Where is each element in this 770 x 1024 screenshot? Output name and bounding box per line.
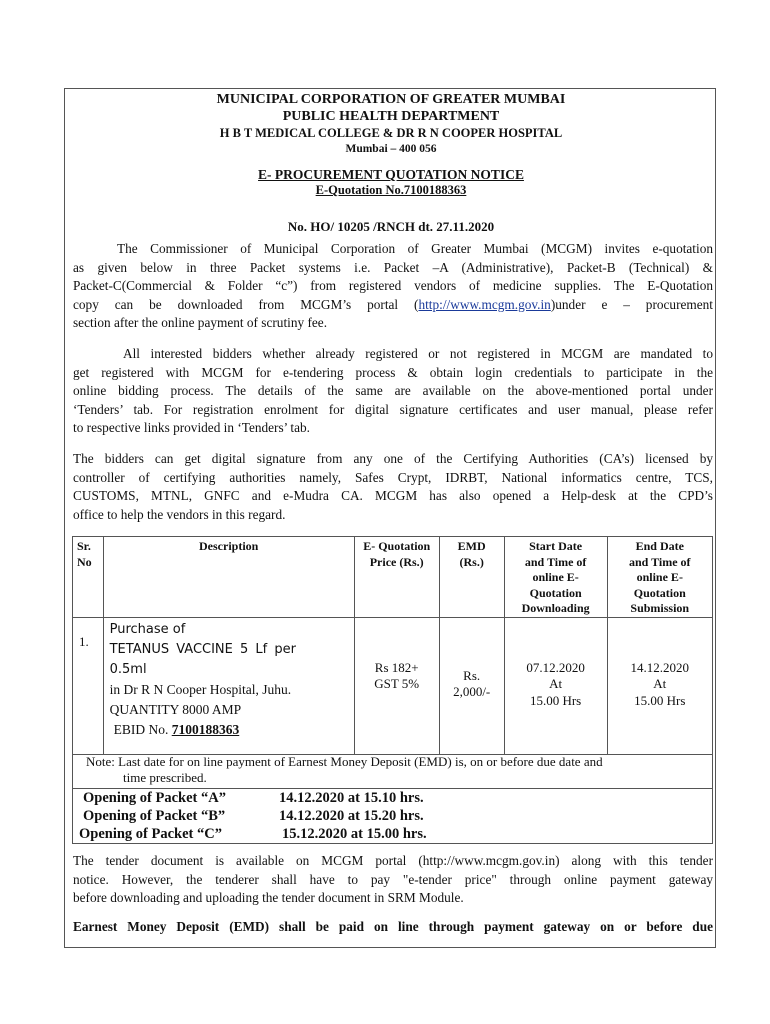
org-title: MUNICIPAL CORPORATION OF GREATER MUMBAI xyxy=(216,92,566,107)
cell-text: TETANUS VACCINE 5 Lf per xyxy=(109,641,296,657)
cell-text: Rs. xyxy=(463,667,481,683)
header-text: (Rs.) xyxy=(459,554,484,569)
cell-text: 15.00 Hrs xyxy=(634,692,686,708)
packet-label: Opening of Packet “A” xyxy=(83,790,226,806)
cell-emd xyxy=(439,617,504,754)
header-text: E- Quotation xyxy=(363,539,431,553)
header-text: and Time of xyxy=(524,554,587,569)
cell-text: QUANTITY 8000 AMP xyxy=(109,701,242,717)
registration-line: online bidding process. The details of the same are available on the above-mentioned portal under xyxy=(73,383,713,398)
hospital-title: H B T MEDICAL COLLEGE & DR R N COOPER HOSPITAL xyxy=(219,126,563,140)
cell-end-date xyxy=(607,617,712,754)
intro-line: section after the online payment of scrutiny fee. xyxy=(73,315,328,330)
header-text: No xyxy=(77,554,92,569)
packet-opening-schedule xyxy=(72,789,713,844)
cell-sr xyxy=(73,617,104,754)
header-start-date xyxy=(504,537,607,618)
cell-text: 15.00 Hrs xyxy=(529,692,582,708)
reference-number: No. HO/ 10205 /RNCH dt. 27.11.2020 xyxy=(287,219,495,234)
packet-a-row xyxy=(83,790,424,807)
header-text: online E- xyxy=(636,570,683,584)
table-row xyxy=(73,617,713,754)
packet-label: Opening of Packet “C” xyxy=(79,826,222,842)
cell-text: 1. xyxy=(79,633,89,649)
cell-price xyxy=(354,617,439,754)
header-price xyxy=(354,537,439,618)
header-text: Description xyxy=(199,539,259,553)
packet-label: Opening of Packet “B” xyxy=(83,808,226,824)
packet-date: 14.12.2020 at 15.10 hrs. xyxy=(279,790,424,806)
header-end-date xyxy=(607,537,712,618)
tender-line: before downloading and uploading the tender document in SRM Module. xyxy=(73,890,464,905)
header-text: End Date xyxy=(635,539,684,553)
registration-line: to respective links provided in ‘Tenders’ tab. xyxy=(73,420,310,435)
intro-text: copy can be downloaded from MCGM’s portal ( xyxy=(73,296,419,312)
registration-line: All interested bidders whether already registered or not registered in MCGM are mandated to xyxy=(123,346,713,361)
emd-payment-paragraph xyxy=(73,918,713,937)
packet-b-row xyxy=(83,808,424,825)
cell-text: At xyxy=(653,676,667,691)
dept-title: PUBLIC HEALTH DEPARTMENT xyxy=(282,109,500,124)
tender-line: The tender document is available on MCGM portal (http://www.mcgm.gov.in) along with this tender xyxy=(73,853,713,868)
signature-line: The bidders can get digital signature from any one of the Certifying Authorities (CA’s) licensed by xyxy=(73,451,713,466)
header-text: Downloading xyxy=(521,601,590,615)
header-emd xyxy=(439,537,504,618)
cell-text: 14.12.2020 xyxy=(630,659,690,675)
header-text: Submission xyxy=(630,601,690,615)
mcgm-portal-link[interactable]: http://www.mcgm.gov.in xyxy=(418,296,551,312)
quotation-number: E-Quotation No.7100188363 xyxy=(315,183,467,197)
header-description xyxy=(103,537,354,618)
cell-text: Rs 182+ xyxy=(374,659,419,675)
ebid-number: 7100188363 xyxy=(171,721,240,737)
intro-line xyxy=(73,296,713,315)
cell-text: GST 5% xyxy=(374,675,420,691)
intro-paragraph xyxy=(73,240,713,333)
cell-start-date xyxy=(504,617,607,754)
city-title: Mumbai – 400 056 xyxy=(345,143,437,155)
header-text: and Time of xyxy=(628,554,691,569)
cell-text: Purchase of xyxy=(109,621,186,637)
header-text: Quotation xyxy=(529,585,582,600)
intro-line: as given below in three Packet systems i.e. Packet –A (Administrative), Packet-B (Technical) & xyxy=(73,259,713,275)
emd-line: Earnest Money Deposit (EMD) shall be paid on line through payment gateway on or before due xyxy=(73,919,713,934)
cell-text: 2,000/- xyxy=(453,683,491,699)
signature-line: office to help the vendors in this regard. xyxy=(73,506,286,522)
packet-c-row xyxy=(79,826,427,843)
cell-text: 07.12.2020 xyxy=(526,659,585,675)
digital-signature-paragraph xyxy=(73,450,713,524)
cell-description xyxy=(103,617,354,754)
tender-document-paragraph xyxy=(73,852,713,908)
registration-paragraph xyxy=(73,345,713,438)
packet-date: 14.12.2020 at 15.20 hrs. xyxy=(279,808,424,824)
emd-note xyxy=(72,753,713,789)
cell-text: At xyxy=(549,676,563,691)
intro-line: The Commissioner of Municipal Corporation of Greater Mumbai (MCGM) invites e-quotation xyxy=(117,241,713,256)
signature-line: CUSTOMS, MTNL, GNFC and e-Mudra CA. MCGM has also opened a Help-desk at the CPD’s xyxy=(73,488,713,503)
note-line: time prescribed. xyxy=(123,770,207,785)
notice-title: E- PROCUREMENT QUOTATION NOTICE xyxy=(258,167,524,182)
cell-text: EBID No. xyxy=(113,721,172,737)
header-text: Start Date xyxy=(529,539,583,553)
tender-line: notice. However, the tenderer shall have to pay "e-tender price" through online payment gateway xyxy=(73,871,713,887)
quotation-table xyxy=(72,536,713,755)
packet-date: 15.12.2020 at 15.00 hrs. xyxy=(282,826,427,842)
cell-text: in Dr R N Cooper Hospital, Juhu. xyxy=(109,681,292,697)
header-text: Price (Rs.) xyxy=(369,554,424,569)
header-sr-no xyxy=(73,537,104,618)
registration-line: ‘Tenders’ tab. For registration enrolment for digital signature certificates and user manual, please refer xyxy=(73,401,713,417)
registration-line: get registered with MCGM for e-tendering process & obtain login credentials to participate in the xyxy=(73,364,713,380)
table-header-row xyxy=(73,537,713,618)
cell-text: 0.5ml xyxy=(109,661,147,677)
header-text: online E- xyxy=(532,570,579,584)
header-text: Quotation xyxy=(633,585,686,600)
intro-line: Packet-C(Commercial & Folder “c”) from registered vendors of medicine supplies. The E-Quotation xyxy=(73,278,713,293)
header-text: EMD xyxy=(457,539,486,553)
notice-frame xyxy=(64,88,716,948)
note-line: Note: Last date for on line payment of Earnest Money Deposit (EMD) is, on or before due date and xyxy=(86,754,603,769)
intro-text: )under e – procurement xyxy=(550,296,713,312)
header-text: Sr. xyxy=(77,539,91,553)
signature-line: controller of certifying authorities namely, Safes Crypt, IDRBT, National informatics centre, TCS, xyxy=(73,469,713,485)
